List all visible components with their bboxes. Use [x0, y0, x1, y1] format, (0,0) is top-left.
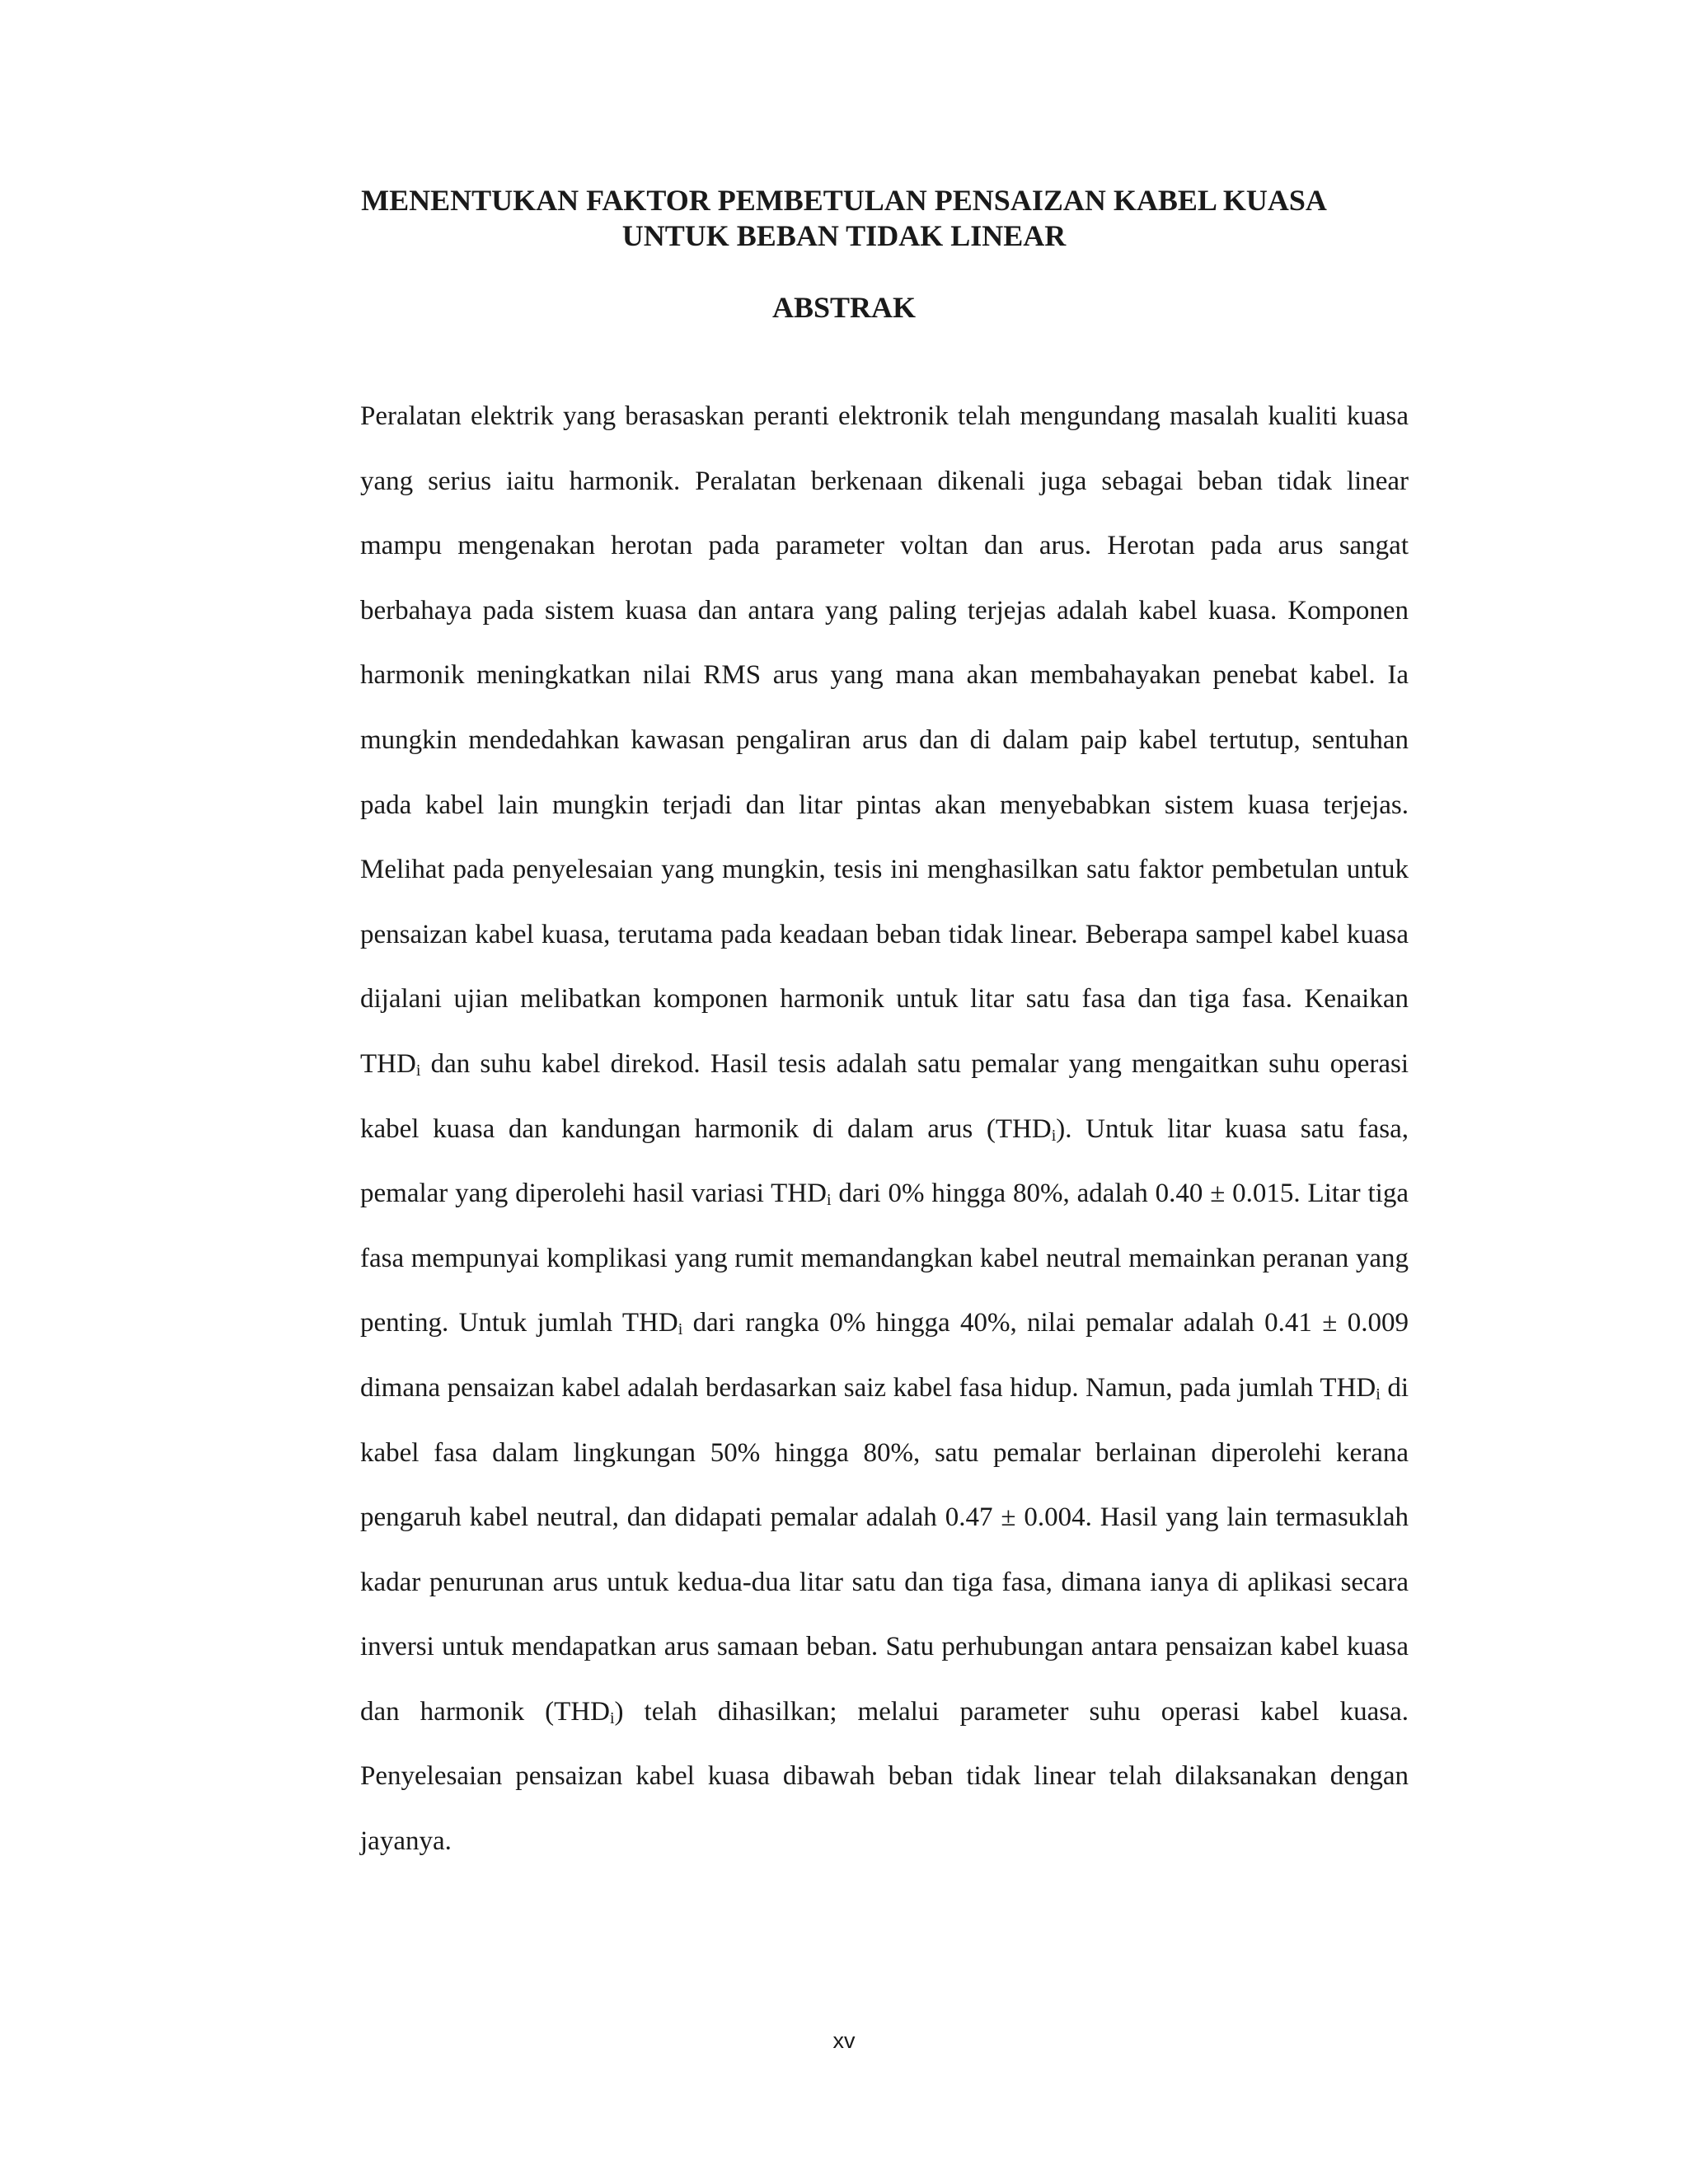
abstract-text-segment: ). Untuk litar kuasa satu fasa, pemalar yang diperolehi hasil variasi — [360, 1113, 1409, 1209]
thd-base: THD — [360, 1048, 416, 1079]
thd-base: THD — [554, 1696, 610, 1727]
thd-base: THD — [1320, 1372, 1376, 1403]
abstract-text-segment: dan suhu kabel direkod. Hasil tesis adalah satu pemalar yang mengaitkan suhu operasi kabel kuasa dan kandungan harmonik di dalam arus ( — [360, 1048, 1409, 1144]
abstract-text-segment: dari 0% hingga 80%, adalah 0.40 ± 0.015. Litar tiga fasa mempunyai komplikasi yang rumit memandangkan kabel neutral memainkan peranan yang penting. Untuk jumlah — [360, 1179, 1409, 1338]
thd-term — [996, 1114, 1056, 1144]
page-number: xv — [832, 2028, 856, 2053]
thd-subscript: i — [678, 1320, 683, 1339]
abstract-text-segment: Peralatan elektrik yang berasaskan peranti elektronik telah mengundang masalah kualiti kuasa yang serius iaitu harmonik. Peralatan berkenaan dikenali juga sebagai beban tidak linear mampu mengenakan herotan pada parameter voltan dan arus. Herotan pada arus sangat berbahaya pada sistem kuasa dan antara yang paling terjejas adalah kabel kuasa. Komponen harmonik meningkatkan nilai RMS arus yang mana akan membahayakan penebat kabel. Ia mungkin mendedahkan kawasan pengaliran arus dan di dalam paip kabel tertutup, sentuhan pada kabel lain mungkin terjadi dan litar pintas akan menyebabkan sistem kuasa terjejas. Melihat pada penyelesaian yang mungkin, tesis ini menghasilkan satu faktor pembetulan untuk pensaizan kabel kuasa, terutama pada keadaan beban tidak linear. Beberapa sampel kabel kuasa dijalani ujian melibatkan komponen harmonik untuk litar satu fasa dan tiga fasa. Kenaikan — [360, 401, 1409, 1015]
thd-base: THD — [771, 1179, 827, 1209]
abstract-paragraph — [360, 384, 1409, 1874]
thesis-title-line-2: UNTUK BEBAN TIDAK LINEAR — [621, 219, 1067, 252]
thd-base: THD — [995, 1113, 1052, 1144]
thd-subscript: i — [1051, 1126, 1057, 1145]
thd-term — [771, 1179, 831, 1208]
thd-term — [554, 1697, 614, 1727]
thd-subscript: i — [415, 1061, 421, 1080]
abstract-heading: ABSTRAK — [771, 291, 917, 324]
thd-subscript: i — [1376, 1385, 1381, 1404]
thd-term — [1320, 1373, 1380, 1403]
thesis-title-line-1: MENENTUKAN FAKTOR PEMBETULAN PENSAIZAN KABEL KUASA — [361, 184, 1327, 217]
abstract-text-segment: dari rangka 0% hingga 40%, nilai pemalar adalah 0.41 ± 0.009 dimana pensaizan kabel adalah berdasarkan saiz kabel fasa hidup. Namun, pada jumlah — [360, 1308, 1409, 1403]
thd-term — [360, 1049, 420, 1079]
thd-subscript: i — [609, 1708, 615, 1727]
thd-term — [622, 1308, 682, 1338]
abstract-text-segment: di kabel fasa dalam lingkungan 50% hingga 80%, satu pemalar berlainan diperolehi kerana pengaruh kabel neutral, dan didapati pemalar adalah 0.47 ± 0.004. Hasil yang lain termasuklah kadar penurunan arus untuk kedua-dua litar satu dan tiga fasa, dimana ianya di aplikasi secara inversi untuk mendapatkan arus samaan beban. Satu perhubungan antara pensaizan kabel kuasa dan harmonik ( — [360, 1372, 1409, 1727]
thd-subscript: i — [826, 1191, 832, 1210]
abstract-text-segment: ) telah dihasilkan; melalui parameter suhu operasi kabel kuasa. Penyelesaian pensaizan kabel kuasa dibawah beban tidak linear telah dilaksanakan dengan jayanya. — [360, 1696, 1409, 1857]
thd-base: THD — [621, 1308, 678, 1338]
